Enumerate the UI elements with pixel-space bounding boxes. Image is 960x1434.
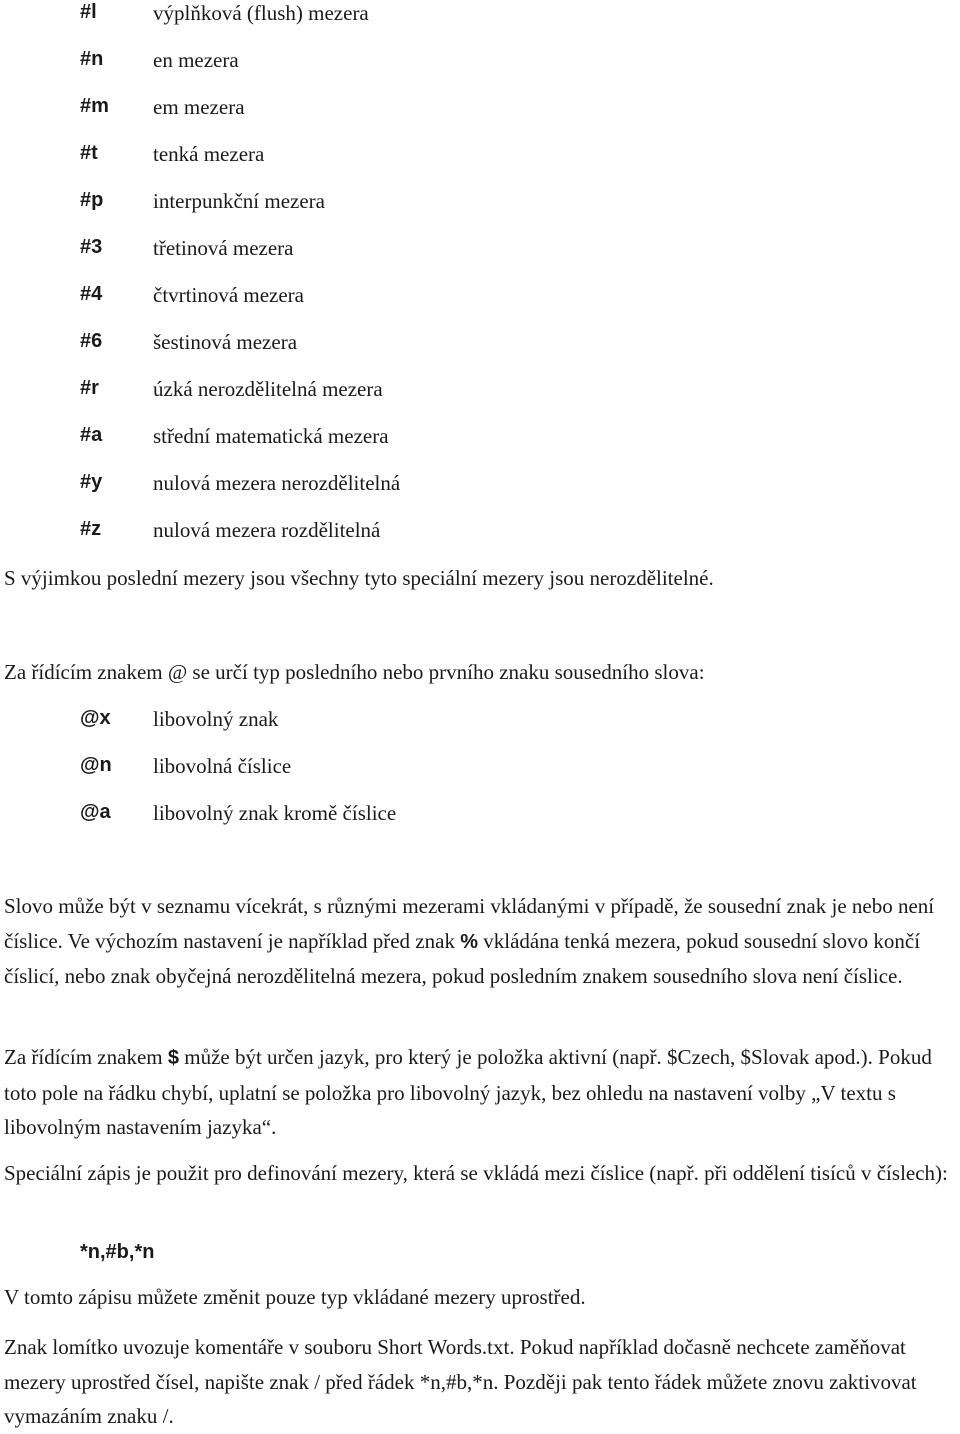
space-desc: interpunkční mezera — [153, 189, 325, 213]
space-desc: třetinová mezera — [153, 236, 294, 260]
percent-symbol: % — [460, 930, 478, 953]
space-desc: nulová mezera nerozdělitelná — [153, 471, 401, 495]
space-desc: čtvrtinová mezera — [153, 283, 304, 307]
space-code: #r — [80, 377, 99, 399]
space-code: #m — [80, 95, 109, 117]
paragraph-special: Speciální zápis je použit pro definování mezery, která se vkládá mezi číslice (např. při oddělení tisíců v číslech): — [4, 1161, 948, 1185]
space-desc: střední matematická mezera — [153, 424, 389, 448]
space-code: #y — [80, 471, 103, 493]
space-code: #4 — [80, 283, 103, 305]
at-intro: Za řídícím znakem @ se určí typ posledního nebo prvního znaku sousedního slova: — [4, 660, 705, 684]
paragraph-change: V tomto zápisu můžete změnit pouze typ vkládané mezery uprostřed. — [4, 1285, 586, 1309]
at-code: @x — [80, 707, 111, 729]
special-example: *n,#b,*n — [80, 1241, 155, 1263]
paragraph-comment: Znak lomítko uvozuje komentáře v souboru Short Words.txt. Pokud například dočasně nechcete zaměňovat mezery uprostřed čísel, napište znak / před řádek *n,#b,*n. Později pak tento řádek můžete znovu zaktivovat vymazáním znaku /. — [4, 1335, 917, 1428]
space-code: #z — [80, 518, 102, 540]
paragraph-text: vkládána tenká mezera, pokud sousední slovo končí číslicí, nebo znak obyčejná nerozdělitelná mezera, pokud posledním znakem sousedního slova není číslice. — [4, 928, 921, 988]
space-desc: úzká nerozdělitelná mezera — [153, 377, 383, 401]
paragraph-text: může být určen jazyk, pro který je položka aktivní (např. $Czech, $Slovak apod.). Pokud toto pole na řádku chybí, uplatní se položka pro libovolný jazyk, bez ohledu na nastavení volby „V textu s libovolným nastavením jazyka“. — [4, 1045, 932, 1139]
at-desc: libovolná číslice — [153, 754, 292, 778]
space-desc: šestinová mezera — [153, 330, 298, 354]
space-code: #t — [80, 142, 98, 164]
space-desc: nulová mezera rozdělitelná — [153, 518, 381, 542]
space-code: #l — [80, 1, 97, 23]
at-desc: libovolný znak — [153, 707, 279, 731]
dollar-symbol: $ — [167, 1047, 179, 1069]
space-desc: en mezera — [153, 48, 239, 72]
at-desc: libovolný znak kromě číslice — [153, 801, 397, 825]
space-code: #3 — [80, 236, 103, 258]
paragraph-multiple-entries — [4, 889, 954, 994]
space-code: #p — [80, 189, 104, 211]
paragraph-text: Slovo může být v seznamu vícekrát, s různými mezerami vkládanými v případě, že sousední znak je nebo není číslice. Ve výchozím nastavení je například před znak — [4, 894, 935, 953]
at-code: @a — [80, 801, 111, 823]
at-code: @n — [80, 754, 112, 776]
paragraph-language — [4, 1040, 954, 1145]
space-code: #a — [80, 424, 103, 446]
space-desc: tenká mezera — [153, 142, 265, 166]
paragraph-text: Za řídícím znakem — [4, 1045, 168, 1069]
space-code: #n — [80, 48, 104, 70]
space-desc: em mezera — [153, 95, 245, 119]
space-code: #6 — [80, 330, 103, 352]
space-desc: výplňková (flush) mezera — [153, 1, 369, 25]
exception-note: S výjimkou poslední mezery jsou všechny tyto speciální mezery jsou nerozdělitelné. — [4, 566, 714, 590]
